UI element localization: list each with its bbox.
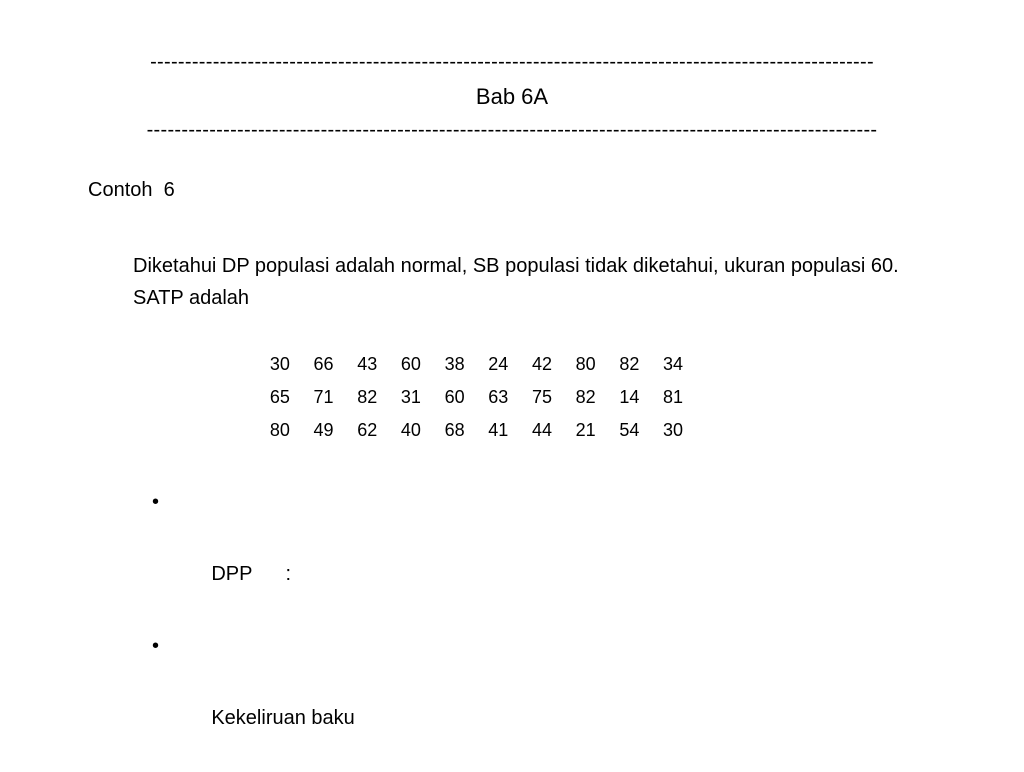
table-cell: 81	[663, 387, 684, 407]
table-cell: 60	[444, 387, 465, 407]
header-divider-bottom: ---------------------------------------------------------------------------------------------------------	[146, 119, 878, 141]
table-cell: 38	[444, 354, 465, 374]
list-item-label: DPP :	[211, 563, 292, 585]
table-body	[258, 348, 695, 447]
table-cell: 43	[357, 354, 378, 374]
table-cell: 31	[400, 387, 421, 407]
table-cell: 71	[313, 387, 334, 407]
sample-data-table	[258, 348, 695, 447]
example-heading: Contoh 6	[88, 179, 175, 201]
table-row	[258, 414, 695, 447]
list-item-label: Kekeliruan baku	[211, 707, 355, 729]
list-item-kekeliruan	[152, 628, 355, 772]
table-cell: 63	[488, 387, 509, 407]
table-cell: 54	[619, 420, 640, 440]
table-cell: 80	[575, 354, 596, 374]
list-item-dpp	[152, 484, 355, 628]
table-cell: 62	[357, 420, 378, 440]
table-cell: 41	[488, 420, 509, 440]
table-cell: 44	[531, 420, 552, 440]
bullet-icon: •	[152, 635, 160, 657]
table-cell: 82	[357, 387, 378, 407]
table-cell: 42	[531, 354, 552, 374]
table-cell: 82	[619, 354, 640, 374]
table-cell: 68	[444, 420, 465, 440]
table-cell: 30	[269, 354, 290, 374]
table-cell: 14	[619, 387, 640, 407]
table-cell: 65	[269, 387, 290, 407]
table-row	[258, 348, 695, 381]
table-cell: 75	[531, 387, 552, 407]
table-cell: 60	[400, 354, 421, 374]
table-cell: 82	[575, 387, 596, 407]
table-cell: 80	[269, 420, 290, 440]
table-row	[258, 381, 695, 414]
table-cell: 66	[313, 354, 334, 374]
header-divider-top: --------------------------------------------------------------------------------------------------------	[150, 51, 874, 73]
bullet-icon: •	[152, 491, 160, 513]
table-cell: 24	[488, 354, 509, 374]
table-cell: 30	[663, 420, 684, 440]
bullet-list	[152, 484, 355, 772]
table-cell: 34	[663, 354, 684, 374]
table-cell: 40	[400, 420, 421, 440]
table-cell: 21	[575, 420, 596, 440]
page-title: Bab 6A	[475, 84, 549, 109]
intro-paragraph: Diketahui DP populasi adalah normal, SB populasi tidak diketahui, ukuran populasi 60. SATP adalah	[133, 255, 899, 309]
table-cell: 49	[313, 420, 334, 440]
